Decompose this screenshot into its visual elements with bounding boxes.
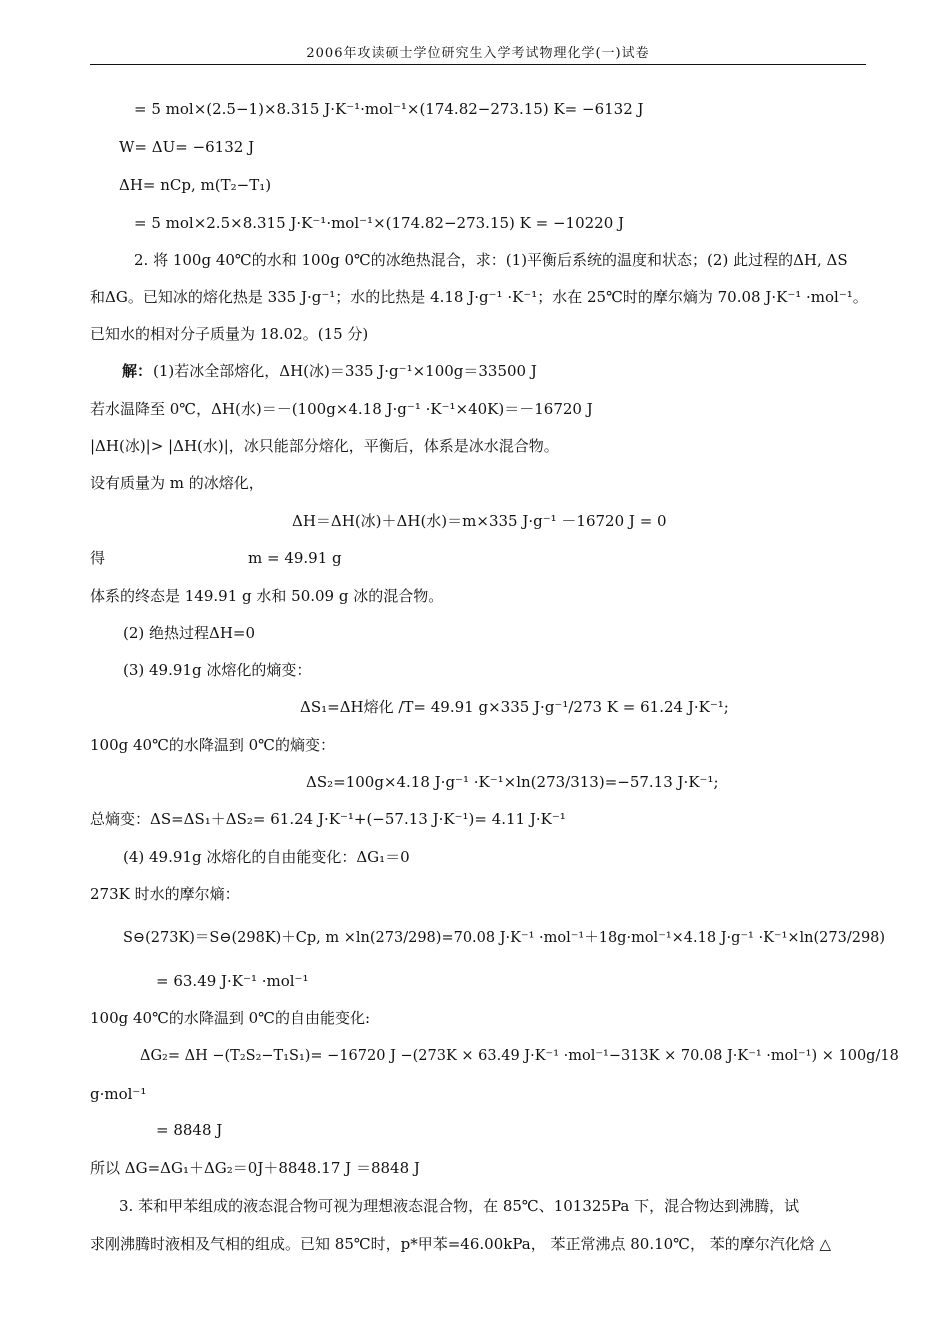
text-line: = 5 mol×2.5×8.315 J·K⁻¹·mol⁻¹×(174.82−273.15) K = −10220 J: [134, 214, 625, 232]
text-line: 体系的终态是 149.91 g 水和 50.09 g 冰的混合物。: [90, 587, 444, 605]
text-line: 273K 时水的摩尔熵：: [90, 885, 240, 903]
equation-line: S⊖(273K)＝S⊖(298K)＋Cp, m ×ln(273/298)=70.08 J·K⁻¹ ·mol⁻¹＋18g·mol⁻¹×4.18 J·g⁻¹ ·K⁻¹×ln(273/298): [123, 930, 886, 946]
text-line: (2) 绝热过程ΔH=0: [123, 624, 256, 642]
equation-line: ΔG₂= ΔH −(T₂S₂−T₁S₁)= −16720 J −(273K × 63.49 J·K⁻¹ ·mol⁻¹−313K × 70.08 J·K⁻¹ ·mol⁻¹) × 100g/18: [140, 1048, 899, 1064]
equation-line: ΔS₁=ΔH熔化 /T= 49.91 g×335 J·g⁻¹/273 K = 61.24 J·K⁻¹;: [300, 698, 729, 716]
page-header: 2006年攻读硕士学位研究生入学考试物理化学(一)试卷: [306, 46, 650, 61]
equation-line: ΔS₂=100g×4.18 J·g⁻¹ ·K⁻¹×ln(273/313)=−57.13 J·K⁻¹;: [306, 773, 719, 791]
text-line: (4) 49.91g 冰熔化的自由能变化：ΔG₁＝0: [123, 848, 410, 866]
text-line: 100g 40℃的水降温到 0℃的自由能变化:: [90, 1009, 371, 1027]
text-line: (1)若冰全部熔化，ΔH(冰)＝335 J·g⁻¹×100g＝33500 J: [153, 362, 537, 380]
text-line: ΔH= nCp, m(T₂−T₁): [119, 176, 272, 194]
solution-label: 解：: [122, 362, 153, 380]
text-line: g·mol⁻¹: [90, 1085, 147, 1103]
text-line: 若水温降至 0℃，ΔH(水)＝－(100g×4.18 J·g⁻¹ ·K⁻¹×40K)＝－16720 J: [90, 400, 593, 418]
text-line: 100g 40℃的水降温到 0℃的熵变：: [90, 736, 335, 754]
header-divider: [90, 64, 866, 65]
text-line: 得: [90, 549, 106, 567]
text-line: (3) 49.91g 冰熔化的熵变：: [123, 661, 312, 679]
text-line: = 5 mol×(2.5−1)×8.315 J·K⁻¹·mol⁻¹×(174.82−273.15) K= −6132 J: [134, 100, 644, 118]
text-line: 求刚沸腾时液相及气相的组成。已知 85℃时，p*甲苯=46.00kPa， 苯正常沸点 80.10℃， 苯的摩尔汽化焓 △: [90, 1235, 832, 1253]
text-line: 和ΔG。已知冰的熔化热是 335 J·g⁻¹；水的比热是 4.18 J·g⁻¹ ·K⁻¹；水在 25℃时的摩尔熵为 70.08 J·K⁻¹ ·mol⁻¹。: [90, 288, 868, 306]
equation-line: m = 49.91 g: [248, 549, 342, 567]
equation-line: = 63.49 J·K⁻¹ ·mol⁻¹: [156, 972, 309, 990]
text-line: |ΔH(冰)|> |ΔH(水)|，冰只能部分熔化，平衡后，体系是冰水混合物。: [90, 437, 559, 455]
text-line: 3. 苯和甲苯组成的液态混合物可视为理想液态混合物，在 85℃、101325Pa 下，混合物达到沸腾，试: [119, 1197, 800, 1215]
text-line: 已知水的相对分子质量为 18.02。(15 分): [90, 325, 369, 343]
text-line: 所以 ΔG=ΔG₁＋ΔG₂＝0J＋8848.17 J ＝8848 J: [90, 1159, 420, 1177]
text-line: 2. 将 100g 40℃的水和 100g 0℃的冰绝热混合，求：(1)平衡后系统的温度和状态；(2) 此过程的ΔH, ΔS: [134, 251, 848, 269]
text-line: 设有质量为 m 的冰熔化，: [90, 474, 264, 492]
text-line: 总熵变：ΔS=ΔS₁＋ΔS₂= 61.24 J·K⁻¹+(−57.13 J·K⁻¹)= 4.11 J·K⁻¹: [90, 810, 566, 828]
text-line: W= ΔU= −6132 J: [119, 138, 255, 156]
equation-line: = 8848 J: [156, 1121, 223, 1139]
equation-line: ΔH＝ΔH(冰)＋ΔH(水)＝m×335 J·g⁻¹ －16720 J = 0: [292, 512, 667, 530]
